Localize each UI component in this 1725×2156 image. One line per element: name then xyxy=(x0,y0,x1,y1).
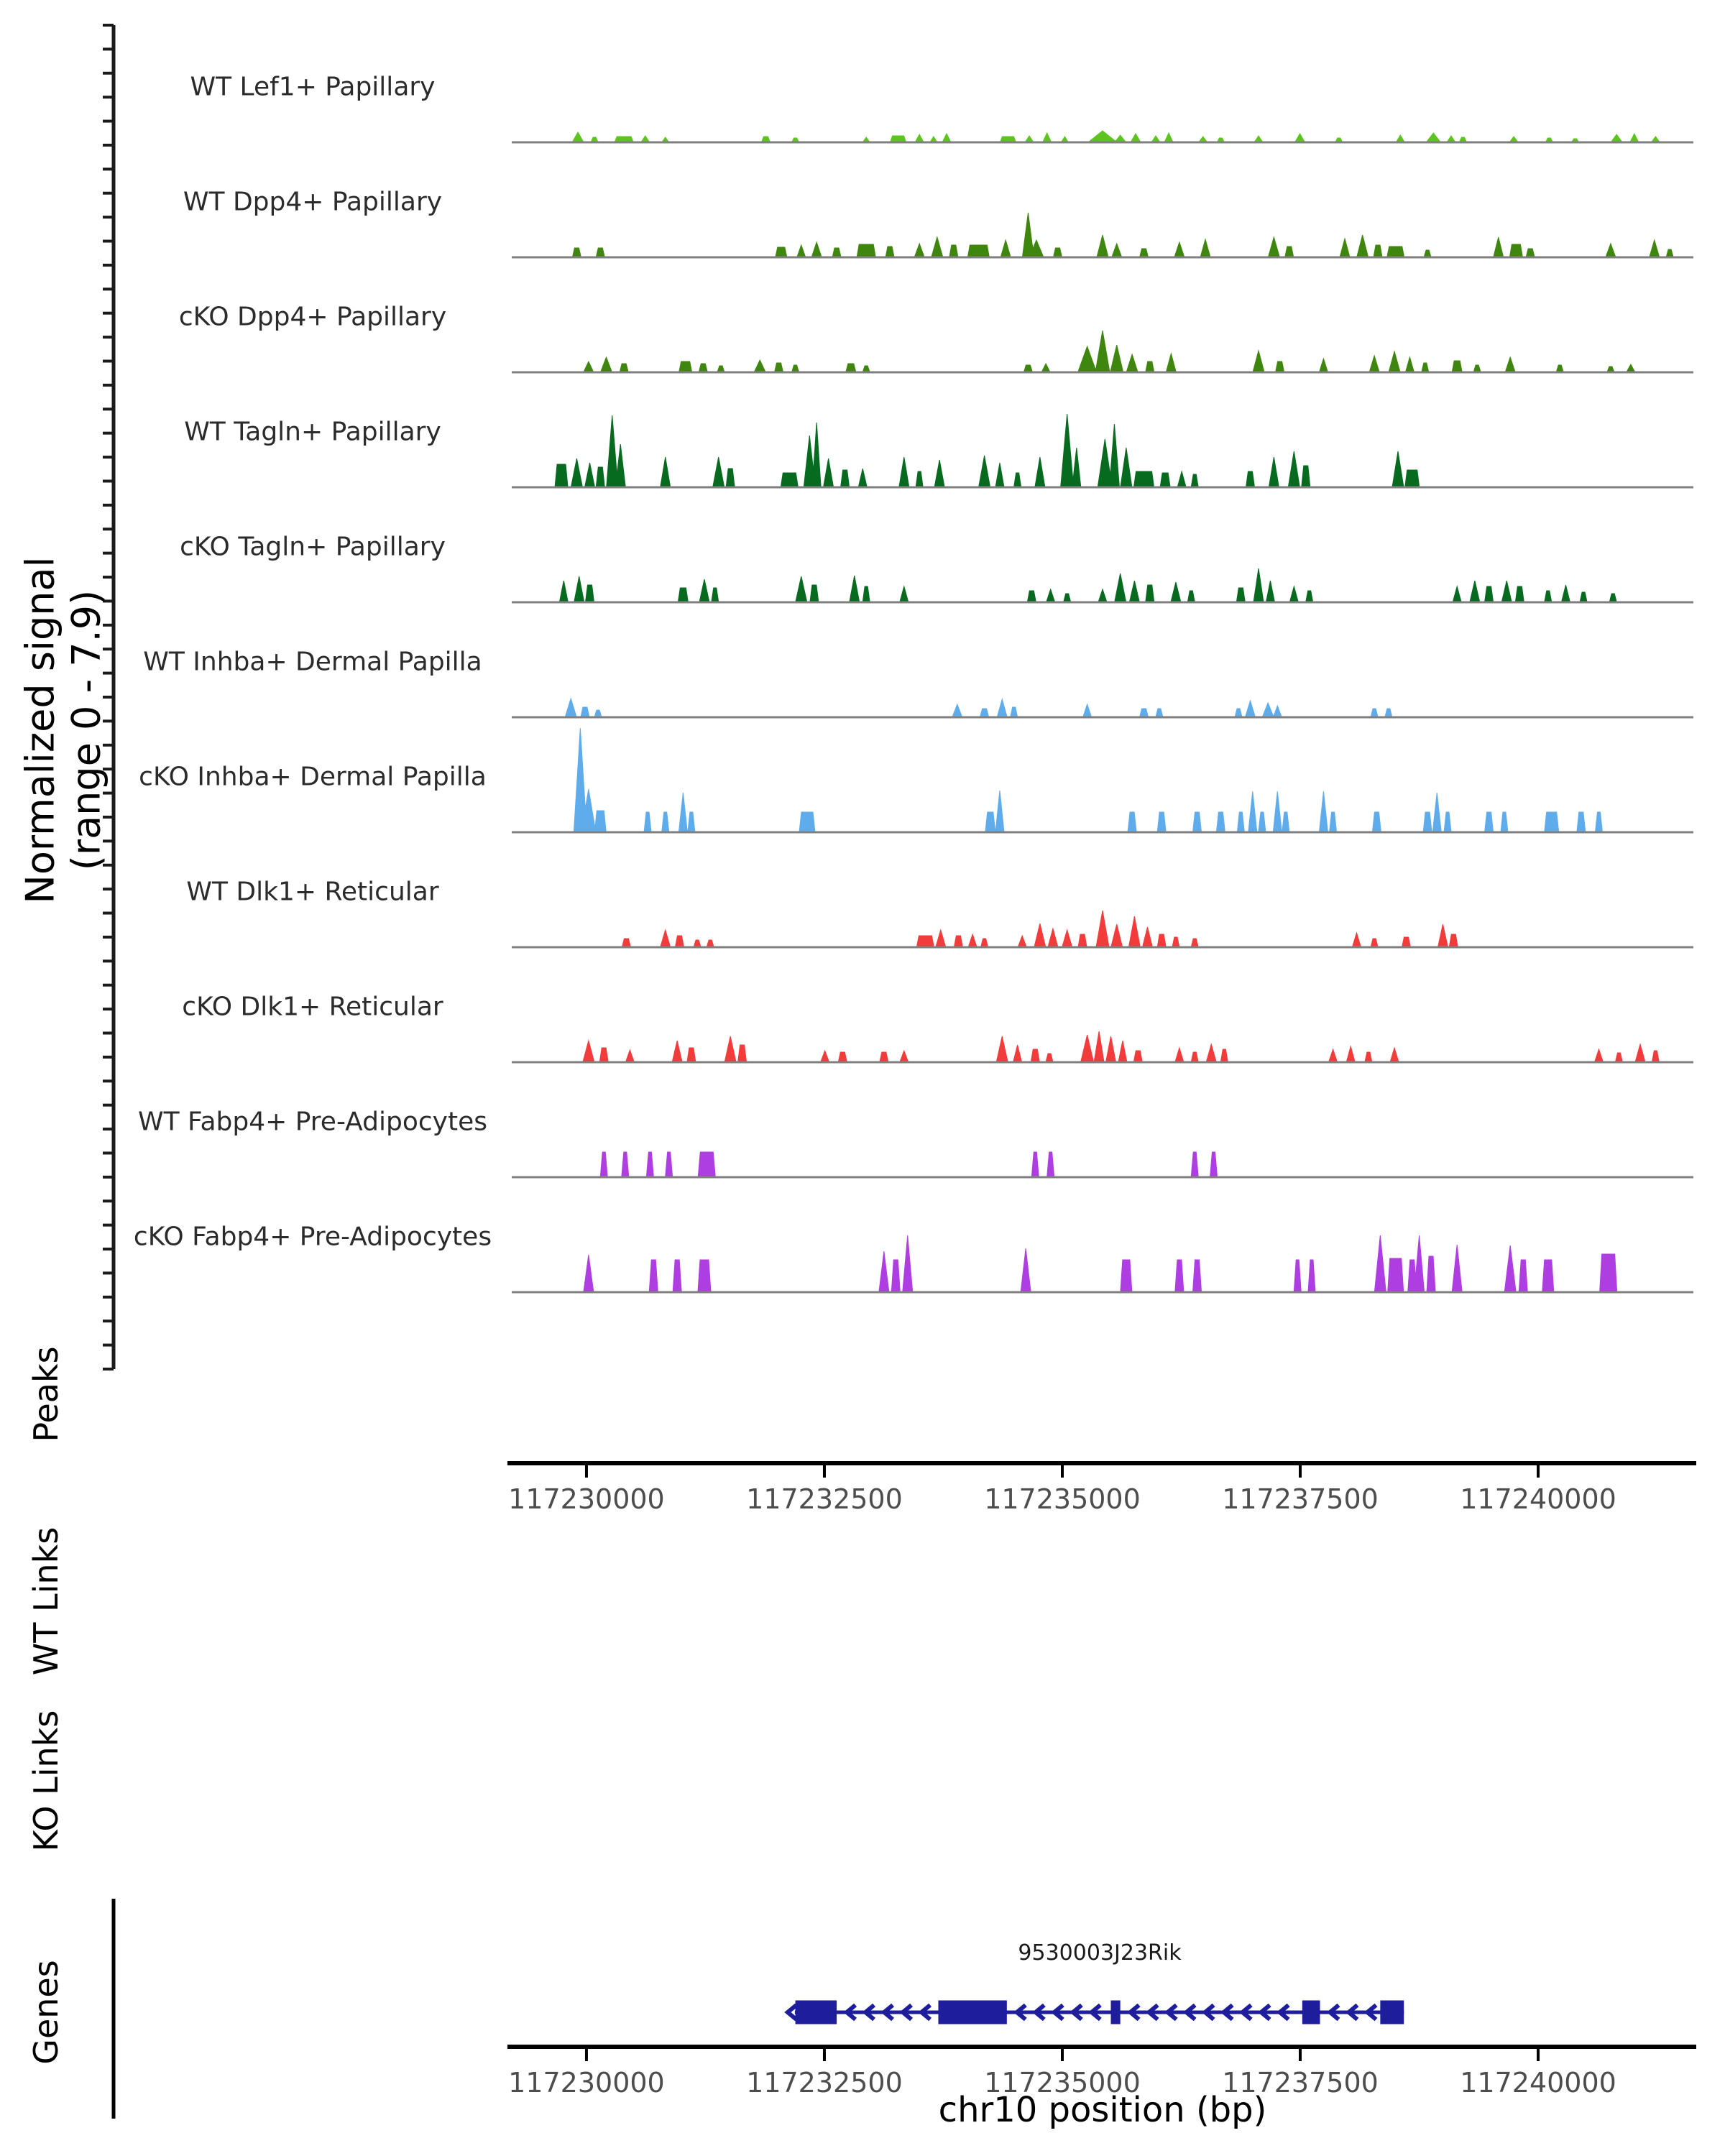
axis-tick-label: 117237500 xyxy=(1222,2067,1379,2099)
axis-tick-label: 117232500 xyxy=(746,1483,903,1515)
coverage-peaks xyxy=(572,131,1660,142)
gene-exon xyxy=(1302,2001,1320,2024)
track-label: WT Fabp4+ Pre-Adipocytes xyxy=(138,1107,487,1137)
y-axis-title-line2: (range 0 - 7.9) xyxy=(63,589,109,871)
coverage-peaks xyxy=(555,414,1420,487)
axis-tick-label: 117230000 xyxy=(508,2067,665,2099)
coverage-peaks xyxy=(583,1031,1660,1062)
axis-tick-label: 117232500 xyxy=(746,2067,903,2099)
section-label-ko-links: KO Links xyxy=(27,1710,65,1852)
track-label: cKO Fabp4+ Pre-Adipocytes xyxy=(133,1222,492,1252)
section-label-wt-links: WT Links xyxy=(27,1526,65,1676)
track-label: WT Tagln+ Papillary xyxy=(184,417,441,447)
section-label-genes: Genes xyxy=(27,1960,65,2065)
track-label: WT Lef1+ Papillary xyxy=(190,72,436,102)
coverage-peaks xyxy=(565,699,1392,717)
y-axis-title-line1: Normalized signal xyxy=(17,556,63,904)
track-label: WT Dpp4+ Papillary xyxy=(183,187,443,217)
axis-tick-label: 117240000 xyxy=(1460,2067,1616,2099)
track-label: cKO Inhba+ Dermal Papilla xyxy=(139,762,487,792)
track-label: cKO Dpp4+ Papillary xyxy=(178,302,447,332)
axis-tick-label: 117240000 xyxy=(1460,1483,1616,1515)
coverage-peaks xyxy=(572,213,1673,257)
axis-tick-label: 117235000 xyxy=(984,2067,1141,2099)
coverage-peaks xyxy=(600,1152,1217,1177)
axis-tick-label: 117237500 xyxy=(1222,1483,1379,1515)
coverage-peaks xyxy=(622,911,1458,947)
gene-name-label: 9530003J23Rik xyxy=(1018,1940,1182,1966)
coverage-peaks xyxy=(574,728,1602,832)
y-axis-title xyxy=(17,556,109,903)
track-label: cKO Dlk1+ Reticular xyxy=(182,992,443,1022)
track-label: cKO Tagln+ Papillary xyxy=(180,532,446,562)
section-label-peaks: Peaks xyxy=(27,1346,65,1442)
track-label: WT Inhba+ Dermal Papilla xyxy=(143,647,482,677)
axis-tick-label: 117230000 xyxy=(508,1483,665,1515)
axis-tick-label: 117235000 xyxy=(984,1483,1141,1515)
gene-exon xyxy=(938,2001,1006,2024)
x-axis-title: chr10 position (bp) xyxy=(938,2090,1267,2130)
gene-exon xyxy=(796,2001,837,2024)
coverage-peaks xyxy=(584,1235,1617,1292)
gene-exon xyxy=(1111,2001,1121,2024)
track-label: WT Dlk1+ Reticular xyxy=(186,877,439,907)
coverage-peaks xyxy=(584,331,1635,372)
gene-exon xyxy=(1380,2001,1404,2024)
coverage-peaks xyxy=(559,568,1616,602)
